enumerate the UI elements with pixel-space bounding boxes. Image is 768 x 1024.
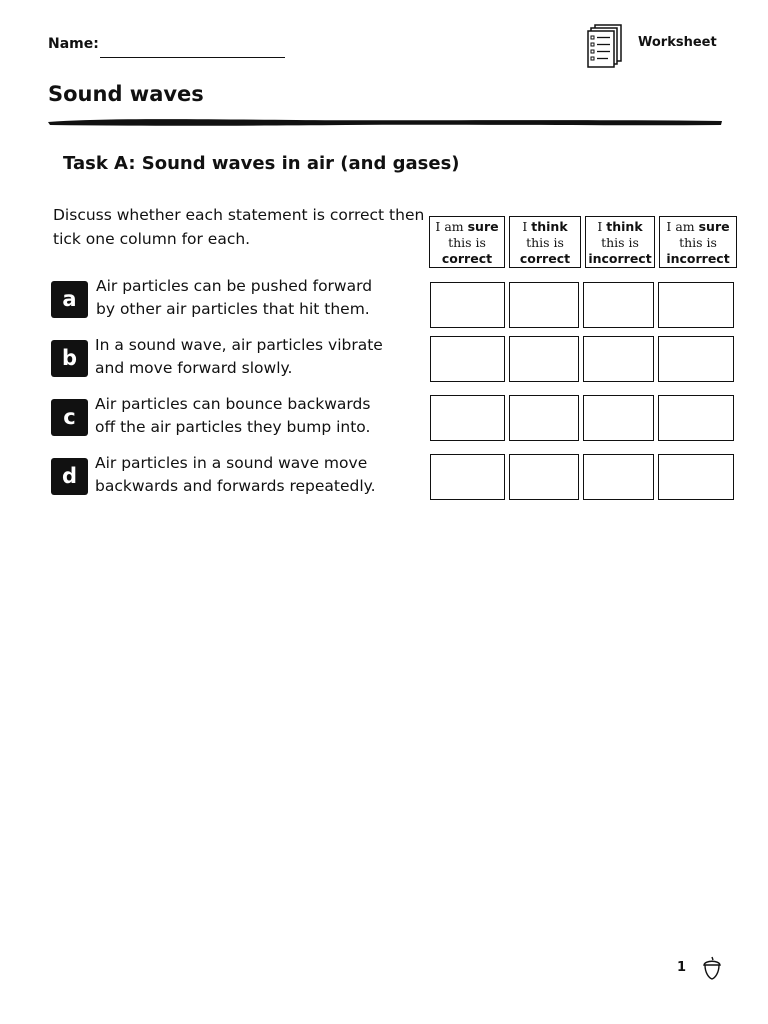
page-title: Sound waves xyxy=(48,82,204,106)
column-header-think-incorrect: I think this is incorrect xyxy=(585,216,655,268)
statement-letter-badge: b xyxy=(51,340,88,377)
task-title: Task A: Sound waves in air (and gases) xyxy=(63,153,460,174)
tick-box-sure-correct[interactable] xyxy=(430,395,505,441)
tick-box-sure-incorrect[interactable] xyxy=(658,454,734,500)
tick-box-think-correct[interactable] xyxy=(509,454,579,500)
statement-text: Air particles can bounce backwards off the air particles they bump into. xyxy=(95,395,371,436)
statement-letter-badge: a xyxy=(51,281,88,318)
page-number: 1 xyxy=(677,960,687,975)
task-instructions: Discuss whether each statement is correct then tick one column for each. xyxy=(53,206,425,248)
statement-text: Air particles in a sound wave move backwards and forwards repeatedly. xyxy=(95,454,376,495)
worksheet-icon xyxy=(586,22,630,68)
worksheet-label: Worksheet xyxy=(638,35,717,50)
tick-box-think-correct[interactable] xyxy=(509,282,579,328)
tick-box-sure-correct[interactable] xyxy=(430,282,505,328)
tick-box-sure-incorrect[interactable] xyxy=(658,336,734,382)
column-header-think-correct: I think this is correct xyxy=(509,216,581,268)
statement-text: Air particles can be pushed forward by other air particles that hit them. xyxy=(96,277,373,318)
tick-box-sure-correct[interactable] xyxy=(430,454,505,500)
acorn-icon xyxy=(700,954,724,982)
column-header-sure-incorrect: I am sure this is incorrect xyxy=(659,216,737,268)
title-underline-brush xyxy=(46,116,724,128)
name-label: Name: xyxy=(48,36,99,52)
name-input-line[interactable] xyxy=(100,57,285,58)
statement-text: In a sound wave, air particles vibrate and move forward slowly. xyxy=(95,336,383,377)
tick-box-think-incorrect[interactable] xyxy=(583,282,654,328)
column-header-sure-correct: I am sure this is correct xyxy=(429,216,505,268)
tick-box-sure-incorrect[interactable] xyxy=(658,282,734,328)
statement-letter-badge: d xyxy=(51,458,88,495)
tick-box-think-incorrect[interactable] xyxy=(583,454,654,500)
statement-letter-badge: c xyxy=(51,399,88,436)
tick-box-sure-correct[interactable] xyxy=(430,336,505,382)
tick-box-think-incorrect[interactable] xyxy=(583,395,654,441)
tick-box-think-incorrect[interactable] xyxy=(583,336,654,382)
tick-box-think-correct[interactable] xyxy=(509,395,579,441)
tick-box-think-correct[interactable] xyxy=(509,336,579,382)
tick-box-sure-incorrect[interactable] xyxy=(658,395,734,441)
